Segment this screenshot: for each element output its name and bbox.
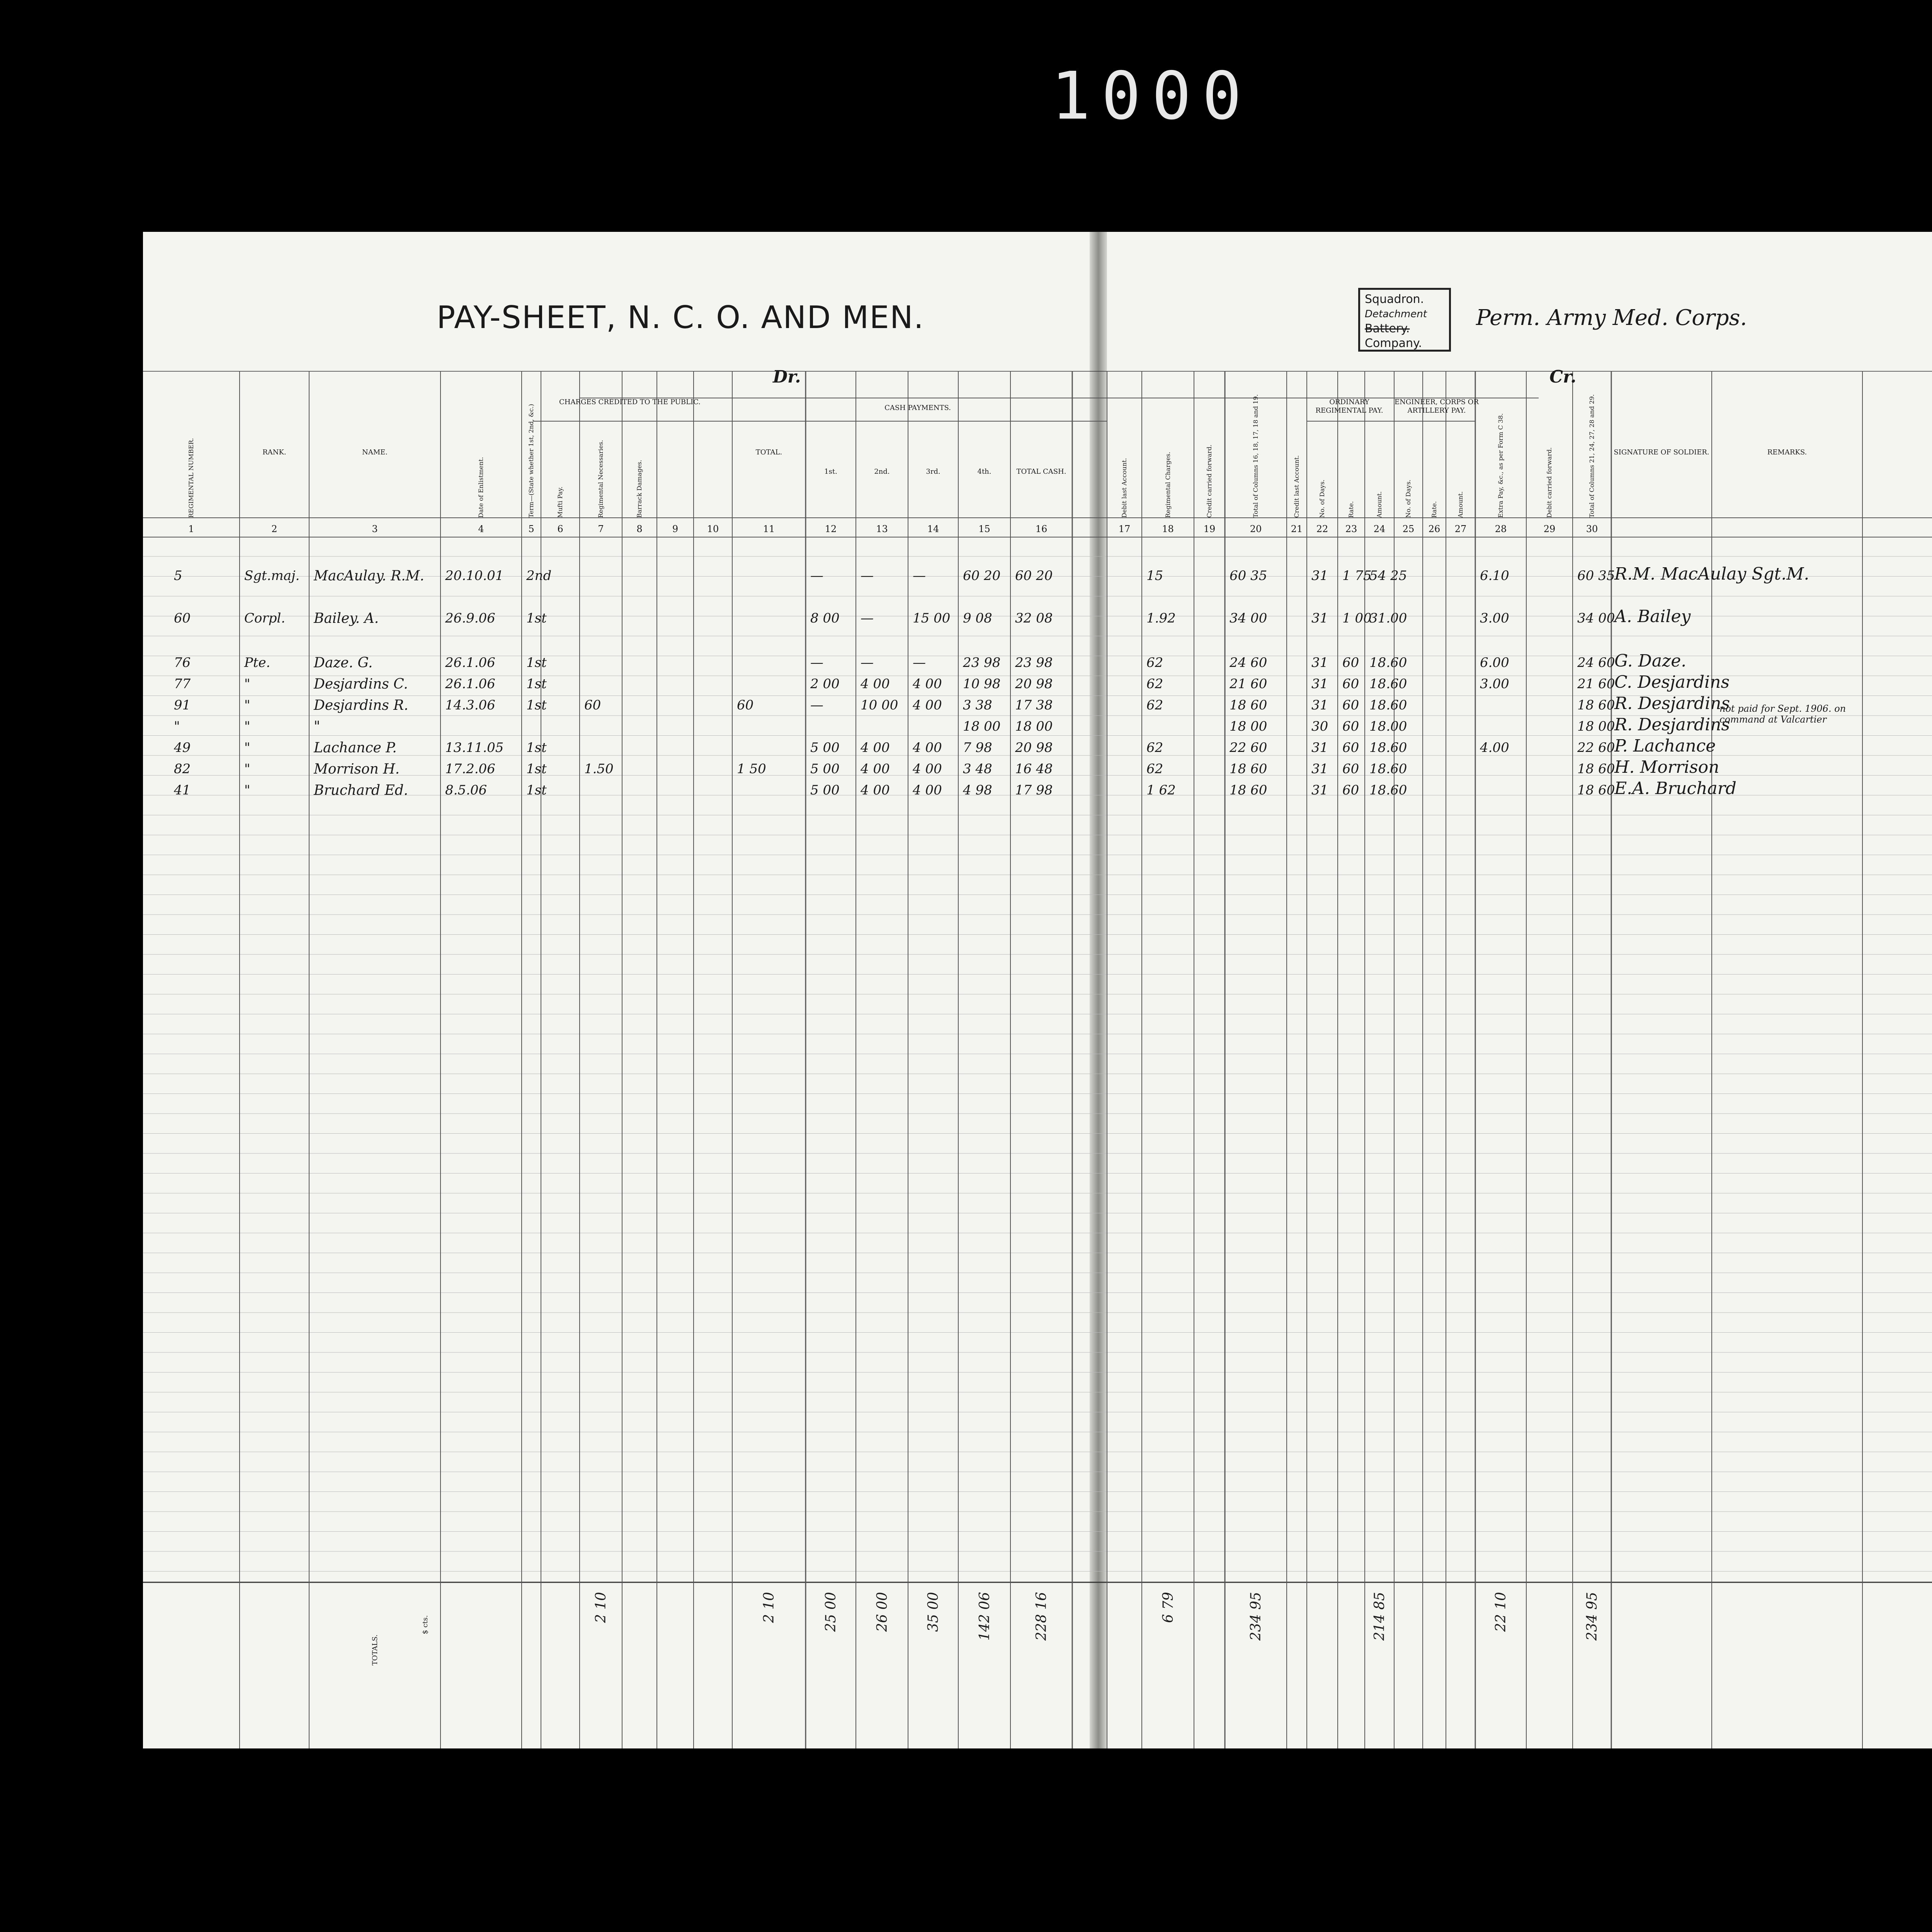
cell-c15: 60 20 — [963, 568, 1001, 583]
column-number: 9 — [672, 524, 679, 534]
cell-c30: 60 35 — [1577, 568, 1615, 583]
cell-c12: 5 00 — [810, 782, 840, 798]
column-number: 26 — [1428, 524, 1440, 534]
cell-term: 1st — [526, 676, 547, 692]
unit-name: Perm. Army Med. Corps. — [1476, 305, 1747, 330]
cell-num: 77 — [174, 676, 191, 692]
cell-c23: 1 00 — [1342, 611, 1372, 626]
cell-c28: 3.00 — [1480, 676, 1509, 692]
cell-c18: 1.92 — [1146, 611, 1176, 626]
column-header-17: Debit last Account. — [1121, 458, 1128, 518]
column-number: 7 — [598, 524, 604, 534]
cell-num: 5 — [174, 568, 182, 583]
cell-name: " — [314, 719, 320, 735]
column-header-23: Rate. — [1347, 501, 1355, 518]
cell-c30: 21 60 — [1577, 676, 1615, 692]
cell-c14: 4 00 — [913, 782, 942, 798]
cell-c24: 18.60 — [1369, 655, 1407, 670]
cell-c20: 22 60 — [1230, 740, 1267, 755]
cell-c30: 18 60 — [1577, 761, 1615, 777]
total-c16: 228 16 — [1034, 1592, 1049, 1641]
cell-enlisted: 26.1.06 — [445, 655, 495, 670]
section-debit: Dr. — [773, 367, 801, 387]
soldier-signature: P. Lachance — [1614, 736, 1716, 756]
cell-rank: Sgt.maj. — [244, 568, 300, 583]
cell-c22: 31 — [1311, 740, 1328, 755]
cell-c16: 17 38 — [1015, 697, 1053, 713]
column-number: 27 — [1454, 524, 1467, 534]
cell-c22: 31 — [1311, 655, 1328, 670]
cell-c12: 8 00 — [810, 611, 840, 626]
column-header-21: Credit last Account. — [1293, 455, 1300, 518]
cell-c12: — — [810, 697, 823, 713]
cell-name: Morrison H. — [314, 761, 400, 777]
column-number: 10 — [707, 524, 719, 534]
cell-c12: 2 00 — [810, 676, 840, 692]
cell-c13: 4 00 — [861, 676, 890, 692]
cell-c13: 10 00 — [861, 697, 898, 713]
cell-c7: 60 — [584, 697, 601, 713]
column-number: 30 — [1586, 524, 1598, 534]
column-number: 25 — [1402, 524, 1415, 534]
cell-c28: 6.10 — [1480, 568, 1509, 583]
section-credit: Cr. — [1549, 367, 1577, 387]
cell-enlisted: 17.2.06 — [445, 761, 495, 777]
cell-num: 49 — [174, 740, 191, 755]
column-header-1: REGIMENTAL NUMBER. — [187, 438, 195, 518]
column-header-6: Mufti Pay. — [556, 486, 564, 518]
column-number: 29 — [1543, 524, 1556, 534]
cell-c30: 34 00 — [1577, 611, 1615, 626]
unit-type-battery: Battery. — [1365, 322, 1410, 335]
cell-c18: 62 — [1146, 697, 1163, 713]
cell-term: 1st — [526, 740, 547, 755]
cell-c23: 60 — [1342, 782, 1359, 798]
cell-c20: 18 60 — [1230, 697, 1267, 713]
column-header-7: Regimental Necessaries. — [597, 440, 604, 518]
cell-rank: " — [244, 676, 250, 692]
cell-c20: 21 60 — [1230, 676, 1267, 692]
cell-enlisted: 20.10.01 — [445, 568, 504, 583]
cell-num: 91 — [174, 697, 191, 713]
column-header-18: Regimental Charges. — [1164, 452, 1172, 518]
sheet-title: PAY-SHEET, N. C. O. AND MEN. — [437, 299, 925, 335]
total-c13: 26 00 — [874, 1592, 890, 1632]
cell-c20: 18 60 — [1230, 761, 1267, 777]
cell-c28: 6.00 — [1480, 655, 1509, 670]
column-number: 16 — [1035, 524, 1048, 534]
cell-c23: 60 — [1342, 655, 1359, 670]
totals-units: $ cts. — [421, 1615, 429, 1634]
cell-c22: 31 — [1311, 676, 1328, 692]
cell-name: Lachance P. — [314, 740, 397, 756]
column-header-22: No. of Days. — [1318, 480, 1326, 518]
cell-c15: 23 98 — [963, 655, 1001, 670]
cell-c30: 18 60 — [1577, 782, 1615, 798]
cell-enlisted: 26.9.06 — [445, 611, 495, 626]
column-number: 14 — [927, 524, 939, 534]
cell-c20: 24 60 — [1230, 655, 1267, 670]
cell-num: 41 — [174, 782, 191, 798]
column-number: 6 — [557, 524, 563, 534]
cell-c18: 15 — [1146, 568, 1163, 583]
cell-c22: 31 — [1311, 611, 1328, 626]
column-number: 3 — [372, 524, 378, 534]
soldier-signature: R. Desjardins — [1614, 715, 1730, 735]
column-header-5: Term—(State whether 1st, 2nd, &c.) — [527, 404, 535, 518]
cell-c15: 3 38 — [963, 697, 992, 713]
column-header-13: 2nd. — [874, 468, 890, 476]
column-header-14: 3rd. — [926, 468, 940, 476]
cell-c24: 18.00 — [1369, 719, 1407, 734]
cell-c11: 1 50 — [737, 761, 766, 777]
group-header-charges: CHARGES CREDITED TO THE PUBLIC. — [559, 398, 701, 406]
column-number: 5 — [528, 524, 534, 534]
cell-c23: 60 — [1342, 697, 1359, 713]
column-header-27: Amount. — [1457, 491, 1464, 518]
cell-c23: 60 — [1342, 761, 1359, 777]
cell-c20: 34 00 — [1230, 611, 1267, 626]
cell-c14: 4 00 — [913, 740, 942, 755]
cell-c15: 3 48 — [963, 761, 992, 777]
cell-rank: Corpl. — [244, 611, 286, 626]
column-number: 22 — [1316, 524, 1328, 534]
group-header-cash: CASH PAYMENTS. — [884, 404, 951, 412]
cell-c13: 4 00 — [861, 761, 890, 777]
total-c12: 25 00 — [823, 1592, 839, 1632]
unit-type-company: Company. — [1365, 337, 1422, 350]
total-c28: 22 10 — [1493, 1592, 1509, 1632]
column-header-25: No. of Days. — [1405, 480, 1412, 518]
cell-rank: " — [244, 740, 250, 755]
column-header-3: NAME. — [362, 448, 388, 456]
column-number: 28 — [1495, 524, 1507, 534]
remark: not paid for Sept. 1906. on command at Valcartier — [1719, 703, 1846, 725]
cell-term: 1st — [526, 761, 547, 777]
column-header-32: REMARKS. — [1767, 448, 1807, 456]
column-number: 23 — [1345, 524, 1357, 534]
cell-c22: 31 — [1311, 697, 1328, 713]
cell-rank: " — [244, 697, 250, 713]
soldier-signature: R. Desjardins — [1614, 694, 1730, 713]
cell-c20: 60 35 — [1230, 568, 1267, 583]
column-number: 8 — [636, 524, 643, 534]
cell-c24: 18.60 — [1369, 697, 1407, 713]
cell-c14: 15 00 — [913, 611, 951, 626]
cell-rank: " — [244, 782, 250, 798]
soldier-signature: G. Daze. — [1614, 651, 1687, 671]
column-number: 1 — [188, 524, 194, 534]
cell-c12: 5 00 — [810, 740, 840, 755]
cell-enlisted: 14.3.06 — [445, 697, 495, 713]
cell-c23: 60 — [1342, 676, 1359, 692]
cell-c13: — — [861, 655, 874, 670]
total-c11: 2 10 — [761, 1592, 777, 1623]
cell-rank: Pte. — [244, 655, 270, 670]
column-header-16: TOTAL CASH. — [1016, 468, 1066, 476]
cell-c15: 9 08 — [963, 611, 992, 626]
cell-c30: 24 60 — [1577, 655, 1615, 670]
column-number: 19 — [1203, 524, 1216, 534]
total-c7: 2 10 — [593, 1592, 609, 1623]
column-header-4: Date of Enlistment. — [477, 457, 485, 518]
column-header-12: 1st. — [824, 468, 837, 476]
column-number: 21 — [1291, 524, 1303, 534]
cell-c23: 1 75 — [1342, 568, 1372, 583]
cell-c24: 18.60 — [1369, 740, 1407, 755]
cell-num: 76 — [174, 655, 191, 670]
cell-term: 1st — [526, 611, 547, 626]
cell-c20: 18 60 — [1230, 782, 1267, 798]
cell-c16: 18 00 — [1015, 719, 1053, 734]
cell-c16: 17 98 — [1015, 782, 1053, 798]
column-header-30: Total of Columns 21, 24, 27, 28 and 29. — [1588, 394, 1595, 518]
cell-c14: — — [913, 568, 926, 583]
cell-num: " — [174, 719, 180, 734]
frame-number: 1000 — [1051, 58, 1253, 134]
cell-c22: 31 — [1311, 568, 1328, 583]
cell-name: MacAulay. R.M. — [314, 568, 424, 584]
column-header-19: Credit carried forward. — [1206, 444, 1213, 518]
column-header-31: SIGNATURE OF SOLDIER. — [1614, 448, 1709, 456]
total-c18: 6 79 — [1160, 1592, 1176, 1623]
cell-c30: 18 60 — [1577, 697, 1615, 713]
cell-c18: 1 62 — [1146, 782, 1176, 798]
soldier-signature: H. Morrison — [1614, 757, 1719, 777]
cell-c15: 7 98 — [963, 740, 992, 755]
column-header-8: Barrack Damages. — [636, 460, 643, 518]
column-number: 12 — [825, 524, 837, 534]
cell-c16: 16 48 — [1015, 761, 1053, 777]
cell-c16: 32 08 — [1015, 611, 1053, 626]
cell-c24: 18.60 — [1369, 761, 1407, 777]
cell-c13: — — [861, 568, 874, 583]
cell-c13: — — [861, 611, 874, 626]
cell-term: 1st — [526, 782, 547, 798]
column-number: 17 — [1118, 524, 1131, 534]
cell-c14: 4 00 — [913, 697, 942, 713]
column-number: 13 — [876, 524, 888, 534]
total-c30: 234 95 — [1584, 1592, 1600, 1641]
column-header-24: Amount. — [1376, 491, 1383, 518]
soldier-signature: E.A. Bruchard — [1614, 779, 1736, 798]
column-number: 18 — [1162, 524, 1174, 534]
cell-c16: 20 98 — [1015, 676, 1053, 692]
cell-c30: 18 00 — [1577, 719, 1615, 734]
group-header-engineer: ENGINEER, CORPS OR ARTILLERY PAY. — [1395, 398, 1479, 415]
pay-sheet-document — [143, 232, 1932, 1748]
soldier-signature: A. Bailey — [1614, 607, 1691, 626]
column-number: 20 — [1250, 524, 1262, 534]
cell-c16: 23 98 — [1015, 655, 1053, 670]
cell-num: 60 — [174, 611, 191, 626]
cell-c22: 31 — [1311, 782, 1328, 798]
cell-name: Daze. G. — [314, 655, 373, 671]
cell-c13: 4 00 — [861, 740, 890, 755]
cell-name: Bruchard Ed. — [314, 782, 408, 798]
group-header-ordinary: ORDINARY REGIMENTAL PAY. — [1315, 398, 1383, 415]
cell-c13: 4 00 — [861, 782, 890, 798]
cell-rank: " — [244, 761, 250, 777]
total-c24: 214 85 — [1372, 1592, 1388, 1641]
cell-c18: 62 — [1146, 761, 1163, 777]
cell-c23: 60 — [1342, 740, 1359, 755]
cell-c14: — — [913, 655, 926, 670]
column-header-20: Total of Columns 16, 18, 17, 18 and 19. — [1252, 394, 1259, 518]
cell-c12: — — [810, 655, 823, 670]
cell-c28: 3.00 — [1480, 611, 1509, 626]
cell-enlisted: 13.11.05 — [445, 740, 504, 755]
cell-c23: 60 — [1342, 719, 1359, 734]
cell-c18: 62 — [1146, 676, 1163, 692]
column-header-29: Debit carried forward. — [1546, 447, 1553, 518]
cell-rank: " — [244, 719, 250, 734]
cell-c24: 18.60 — [1369, 676, 1407, 692]
column-header-15: 4th. — [977, 468, 992, 476]
cell-c12: — — [810, 568, 823, 583]
column-number: 11 — [763, 524, 775, 534]
cell-c7: 1.50 — [584, 761, 614, 777]
cell-c30: 22 60 — [1577, 740, 1615, 755]
soldier-signature: C. Desjardins — [1614, 672, 1730, 692]
cell-c15: 10 98 — [963, 676, 1001, 692]
column-header-26: Rate. — [1430, 501, 1438, 518]
total-c14: 35 00 — [925, 1592, 941, 1632]
cell-c12: 5 00 — [810, 761, 840, 777]
total-c20: 234 95 — [1248, 1592, 1264, 1641]
column-number: 15 — [978, 524, 990, 534]
cell-c18: 62 — [1146, 655, 1163, 670]
cell-c22: 31 — [1311, 761, 1328, 777]
cell-term: 1st — [526, 697, 547, 713]
cell-c22: 30 — [1311, 719, 1328, 734]
cell-enlisted: 26.1.06 — [445, 676, 495, 692]
cell-term: 2nd — [526, 568, 552, 583]
column-header-11: TOTAL. — [755, 448, 782, 456]
cell-c24: 18.60 — [1369, 782, 1407, 798]
unit-type-squadron: Squadron. — [1365, 293, 1424, 306]
cell-c14: 4 00 — [913, 676, 942, 692]
cell-c24: 31.00 — [1369, 611, 1407, 626]
cell-num: 82 — [174, 761, 191, 777]
cell-name: Desjardins C. — [314, 676, 408, 692]
totals-label: TOTALS. — [371, 1634, 379, 1666]
total-c15: 142 06 — [976, 1592, 993, 1641]
column-number: 24 — [1373, 524, 1386, 534]
soldier-signature: R.M. MacAulay Sgt.M. — [1614, 564, 1810, 584]
column-header-28: Extra Pay, &c., as per Form C 38. — [1497, 413, 1504, 518]
cell-c15: 18 00 — [963, 719, 1001, 734]
unit-type-box — [1358, 288, 1451, 352]
cell-c18: 62 — [1146, 740, 1163, 755]
cell-name: Desjardins R. — [314, 697, 408, 713]
cell-enlisted: 8.5.06 — [445, 782, 487, 798]
cell-c24: 54 25 — [1369, 568, 1407, 583]
cell-c14: 4 00 — [913, 761, 942, 777]
column-number: 4 — [478, 524, 484, 534]
cell-term: 1st — [526, 655, 547, 670]
cell-c16: 20 98 — [1015, 740, 1053, 755]
cell-name: Bailey. A. — [314, 611, 379, 626]
cell-c16: 60 20 — [1015, 568, 1053, 583]
cell-c15: 4 98 — [963, 782, 992, 798]
column-header-2: RANK. — [262, 448, 286, 456]
cell-c20: 18 00 — [1230, 719, 1267, 734]
column-number: 2 — [271, 524, 277, 534]
cell-c28: 4.00 — [1480, 740, 1509, 755]
unit-type-detachment: Detachment — [1365, 308, 1427, 320]
cell-c11: 60 — [737, 697, 754, 713]
